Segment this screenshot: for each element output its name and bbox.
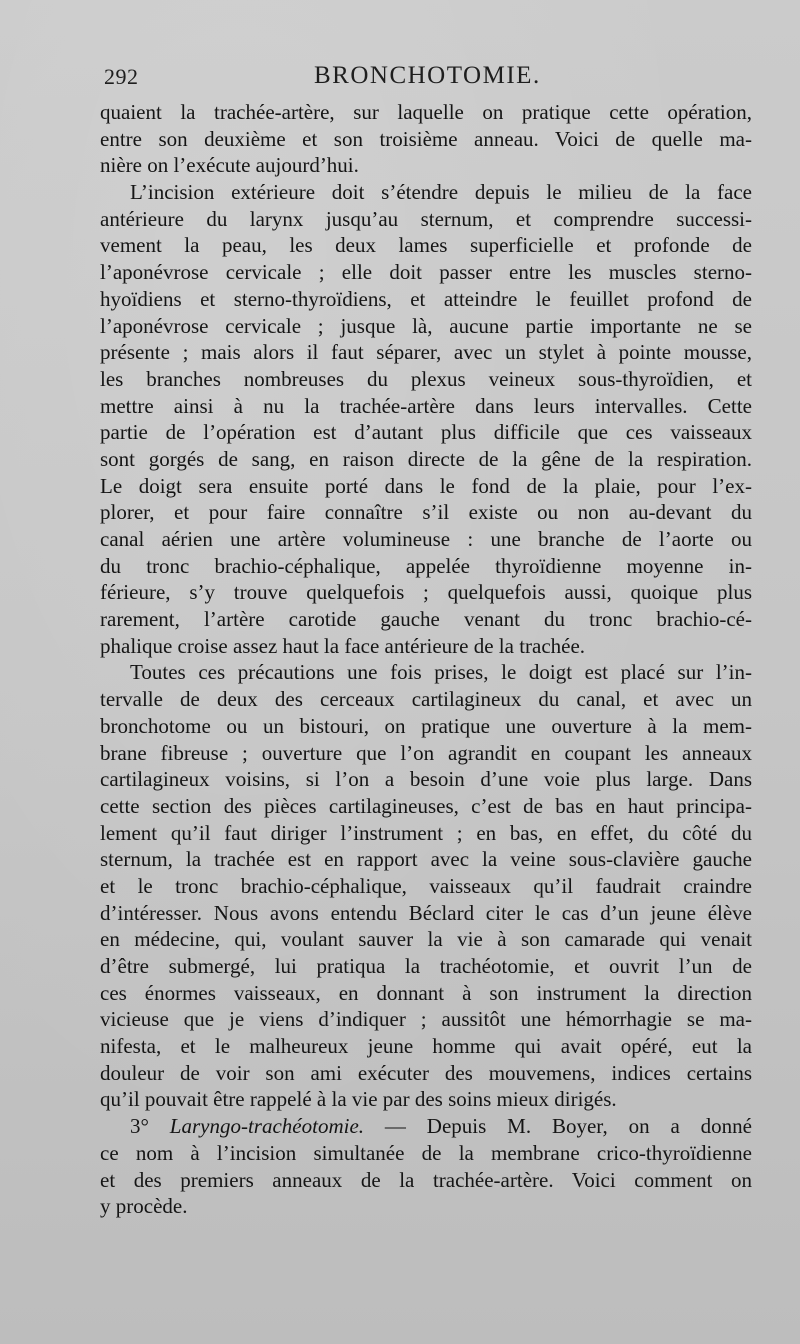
text-line: brane fibreuse ; ouverture que l’on agrandit en coupant les anneaux [100,740,752,765]
text-line: ces énormes vaisseaux, en donnant à son instrument la direction [100,980,752,1005]
text-line: partie de l’opération est d’autant plus difficile que ces vaisseaux [100,420,752,445]
text-line: Toutes ces précautions une fois prises, le doigt est placé sur l’in- [130,660,752,685]
text-line: d’être submergé, lui pratiqua la trachéotomie, et ouvrit l’un de [100,954,752,978]
section-title: Laryngo-trachéotomie. [169,1114,365,1139]
text-line: phalique croise assez haut la face antérieure de la trachée. [100,633,586,658]
text-line: plorer, et pour faire connaître s’il existe ou non au-devant du [100,500,752,525]
text-line: Le doigt sera ensuite porté dans le fond de la plaie, pour l’ex- [100,473,752,498]
text-line: cartilagineux voisins, si l’on a besoin d’une voie plus large. Dans [100,767,752,792]
text-line: l’aponévrose cervicale ; elle doit passer entre les muscles sterno- [100,260,752,285]
text-line: qu’il pouvait être rappelé à la vie par des soins mieux dirigés. [100,1087,617,1112]
text-line: y procède. [100,1194,188,1219]
text-line: ce nom à l’incision simultanée de la membrane crico-thyroïdienne [100,1140,752,1165]
text-line: d’intéresser. Nous avons entendu Béclard citer le cas d’un jeune élève [100,900,752,925]
text-line: férieure, s’y trouve quelquefois ; quelquefois aussi, quoique plus [100,580,752,605]
text-line: entre son deuxième et son troisième anneau. Voici de quelle ma- [100,126,752,151]
text-line: les branches nombreuses du plexus veineux sous-thyroïdien, et [100,366,752,391]
text-line: nifesta, et le malheureux jeune homme qui avait opéré, eut la [100,1034,752,1059]
text-line: mettre ainsi à nu la trachée-artère dans leurs intervalles. Cette [100,393,752,418]
text-line: vicieuse que je viens d’indiquer ; aussitôt une hémorrhagie se ma- [100,1007,752,1032]
page-header [104,58,754,92]
text-line: et des premiers anneaux de la trachée-artère. Voici comment on [100,1167,752,1192]
text-line: L’incision extérieure doit s’étendre depuis le milieu de la face [130,180,752,205]
text-line: antérieure du larynx jusqu’au sternum, et comprendre successi- [100,206,752,231]
text-line: du tronc brachio-céphalique, appelée thyroïdienne moyenne in- [100,553,752,578]
text-line: quaient la trachée-artère, sur laquelle on pratique cette opération, [100,100,752,124]
text-line: présente ; mais alors il faut séparer, avec un stylet à pointe mousse, [100,340,752,365]
text-line: en médecine, qui, voulant sauver la vie à son camarade qui venait [100,927,752,952]
text-line: rarement, l’artère carotide gauche venant du tronc brachio-cé- [100,607,752,632]
text-line: sont gorgés de sang, en raison directe de la gêne de la respiration. [100,446,752,471]
text-line: lement qu’il faut diriger l’instrument ; en bas, en effet, du côté du [100,820,752,845]
body-text [100,99,752,1220]
text-line: tervalle de deux des cerceaux cartilagineux du canal, et avec un [100,687,752,712]
text-line: hyoïdiens et sterno-thyroïdiens, et atteindre le feuillet profond de [100,286,752,311]
text-line: vement la peau, les deux lames superficielle et profonde de [100,233,752,258]
text-line: sternum, la trachée est en rapport avec la veine sous-clavière gauche [100,847,752,872]
text-line: et le tronc brachio-céphalique, vaisseaux qu’il faudrait craindre [100,873,752,898]
text-line: bronchotome ou un bistouri, on pratique une ouverture à la mem- [100,713,752,738]
text-line: canal aérien une artère volumineuse : une branche de l’aorte ou [100,527,752,551]
text-line: l’aponévrose cervicale ; jusque là, aucune partie importante ne se [100,313,752,338]
text-line: nière on l’exécute aujourd’hui. [100,153,359,178]
section-heading-line [100,1113,752,1140]
section-intro-text: — Depuis M. Boyer, on a donné [364,1114,752,1139]
text-line: cette section des pièces cartilagineuses, c’est de bas en haut principa- [100,793,752,818]
section-number: 3° [130,1114,149,1139]
running-head: BRONCHOTOMIE. [314,62,541,89]
text-line: douleur de voir son ami exécuter des mouvemens, indices certains [100,1060,752,1085]
page-number: 292 [104,64,139,89]
